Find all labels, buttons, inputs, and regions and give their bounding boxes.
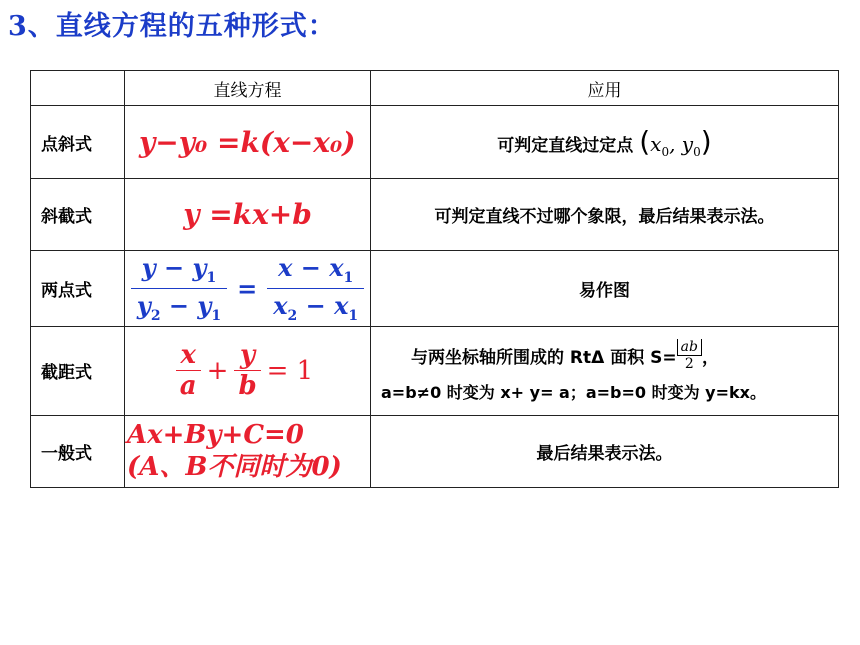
intercept-application: 与两坐标轴所围成的 RtΔ 面积 S= $\frac{ab}{2}$ ， a=b≠0 时变为 x+ y= a；a=b=0 时变为 y=kx。: [371, 326, 839, 415]
line-equation-table: [30, 70, 839, 488]
slope-intercept-application: 可判定直线不过哪个象限，最后结果表示法。: [371, 179, 839, 251]
intercept-formula: $\frac{x}{a}$ + $\frac{y}{b}$ = 1: [125, 340, 370, 401]
point-slope-formula: y−y₀ =k(x−x₀): [139, 125, 356, 159]
slope-intercept-equation: [125, 179, 371, 251]
table-row: [31, 106, 839, 179]
row-label-point-slope: 点斜式: [31, 106, 125, 179]
slope-intercept-formula: y =kx+b: [183, 198, 312, 231]
page-title: 3、直线方程的五种形式：: [8, 11, 336, 42]
two-point-left-fraction: $\frac{y - y_1}{y_2 - y_1}$: [131, 251, 227, 326]
general-application: 最后结果表示法。: [371, 415, 839, 487]
row-label-two-point: 两点式: [31, 251, 125, 327]
header-empty: [31, 71, 125, 106]
general-equation: [125, 415, 371, 487]
two-point-right-fraction: $\frac{x - x_1}{x_2 - x_1}$: [267, 251, 364, 326]
table-row: [31, 251, 839, 327]
table-row: [31, 326, 839, 415]
row-label-slope-intercept: 斜截式: [31, 179, 125, 251]
two-point-equation: [125, 251, 371, 327]
table-header-row: [31, 71, 839, 106]
intercept-special-cases: a=b≠0 时变为 x+ y= a；a=b=0 时变为 y=kx。: [381, 382, 766, 402]
table-row: [31, 415, 839, 487]
row-label-general: 一般式: [31, 415, 125, 487]
point-slope-app-text: 可判定直线过定点: [497, 136, 634, 156]
row-label-intercept: 截距式: [31, 326, 125, 415]
intercept-equation: [125, 326, 371, 415]
header-equation: 直线方程: [125, 71, 371, 106]
fixed-point: $x_0$, $y_0$: [650, 132, 701, 159]
point-slope-equation: [125, 106, 371, 179]
two-point-application: 易作图: [371, 251, 839, 327]
general-formula: Ax+By+C=0: [127, 420, 304, 451]
point-slope-application: 可判定直线过定点 ($x_0$, $y_0$): [371, 106, 839, 179]
two-point-formula: $\frac{y - y_1}{y_2 - y_1}$ = $\frac{x - x_1}{x_2 - x_1}$: [125, 251, 370, 326]
table-row: [31, 179, 839, 251]
general-condition: (A、B不同时为0): [127, 452, 342, 483]
area-text: 与两坐标轴所围成的 RtΔ 面积 S=: [411, 347, 677, 368]
area-fraction: $\frac{ab}{2}$: [677, 339, 702, 372]
header-application: 应用: [371, 71, 839, 106]
